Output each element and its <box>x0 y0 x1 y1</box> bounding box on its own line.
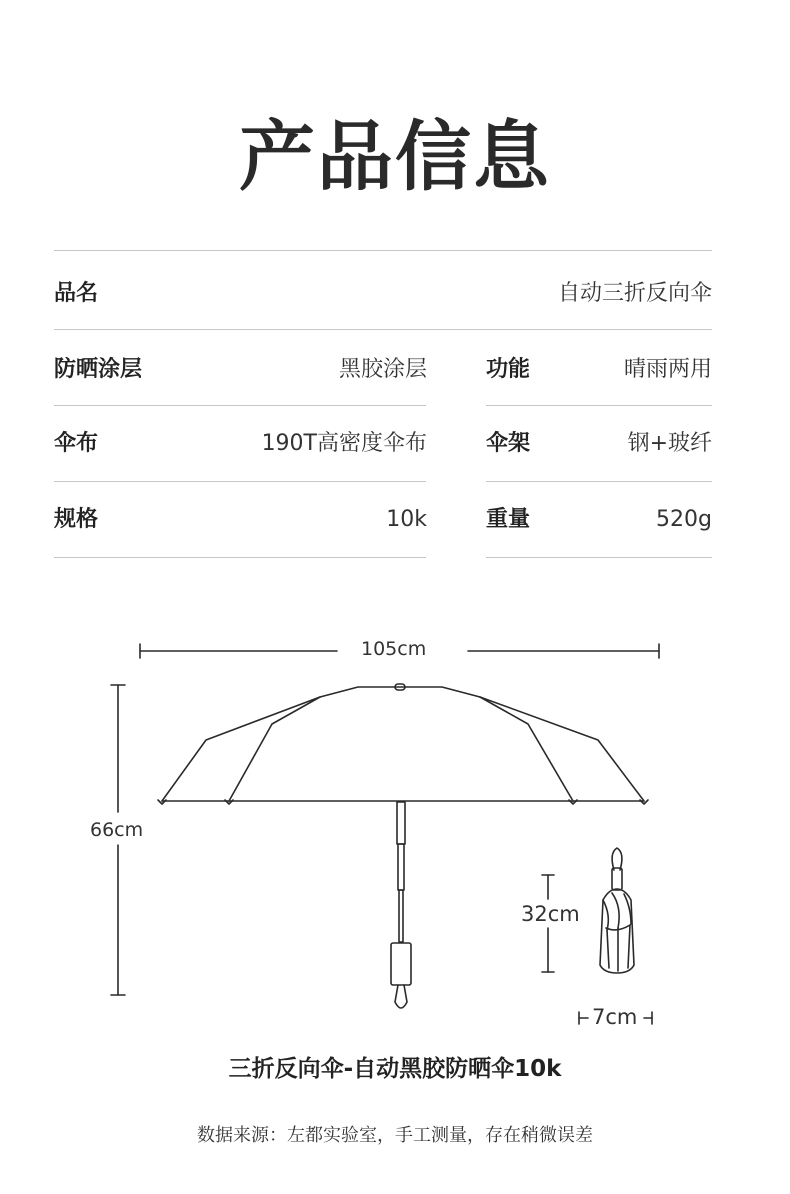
spec-value-size: 10k <box>386 507 427 532</box>
height-dimension-label: 66cm <box>90 819 144 841</box>
spec-value-name: 自动三折反向伞 <box>557 281 712 306</box>
spec-label-coating: 防晒涂层 <box>54 357 143 382</box>
spec-value-function: 晴雨两用 <box>623 357 712 382</box>
folded-length-label: 32cm <box>521 902 580 926</box>
spec-label-weight: 重量 <box>486 507 531 532</box>
open-umbrella-icon <box>158 684 648 1008</box>
width-dimension-label: 105cm <box>361 638 427 660</box>
spec-value-weight: 520g <box>656 507 712 532</box>
spec-label-fabric: 伞布 <box>54 431 99 456</box>
spec-label-size: 规格 <box>54 507 99 532</box>
folded-umbrella-icon <box>542 848 652 1024</box>
spec-value-frame: 钢+玻纤 <box>627 431 712 456</box>
spec-value-fabric: 190T高密度伞布 <box>261 431 427 456</box>
spec-value-coating: 黑胶涂层 <box>338 357 427 382</box>
spec-label-function: 功能 <box>486 357 531 382</box>
data-source-note: 数据来源：左都实验室，手工测量，存在稍微误差 <box>197 1125 593 1146</box>
spec-label-frame: 伞架 <box>486 431 531 456</box>
product-caption: 三折反向伞-自动黑胶防晒伞10k <box>228 1056 562 1082</box>
folded-width-label: 7cm <box>592 1005 638 1029</box>
page-title: 产品信息 <box>239 112 551 201</box>
spec-label-name: 品名 <box>54 281 99 306</box>
